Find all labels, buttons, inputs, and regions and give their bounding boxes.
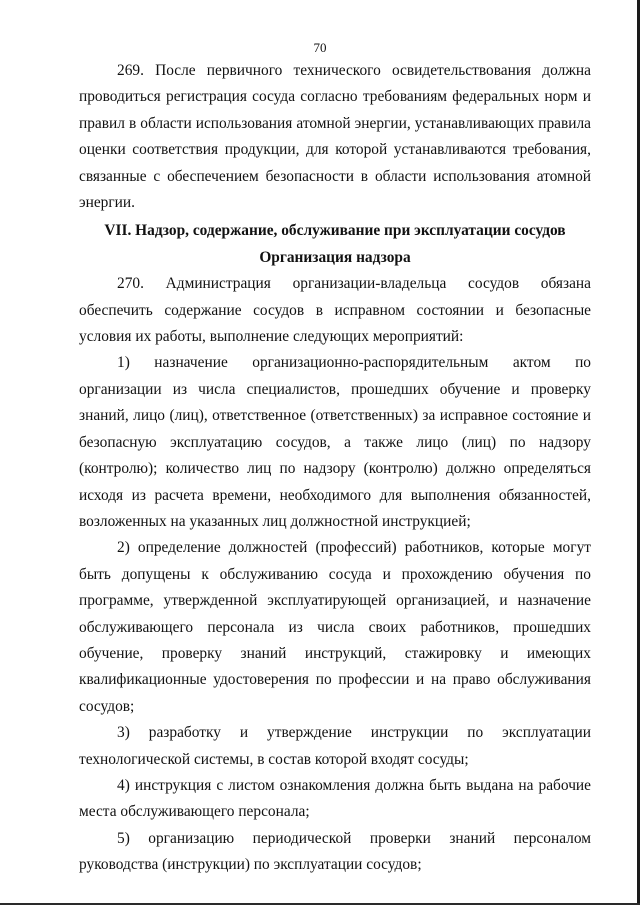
subsection-heading: Организация надзора — [259, 248, 411, 266]
list-item-5: 5) организацию периодической проверки знаний персоналом руководства (инструкции) по эксплуатации сосудов; — [79, 829, 591, 874]
page-number: 70 — [313, 40, 327, 55]
section-heading: VII. Надзор, содержание, обслуживание при эксплуатации сосудов — [104, 222, 566, 240]
page-content — [79, 58, 591, 879]
list-item-4: 4) инструкция с листом ознакомления должна быть выдана на рабочие места обслуживающего персонала; — [79, 776, 591, 821]
list-item-2: 2) определение должностей (профессий) работников, которые могут быть допущены к обслуживанию сосуда и прохождению обучения по программе, утвержденной эксплуатирующей организацией, и назначение обслуживающего персонала из числа своих работников, прошедших обучение, проверку знаний инструкций, стажировку и имеющих квалификационные удостоверения по профессии и на право обслуживания сосудов; — [79, 539, 591, 715]
list-item-3: 3) разработку и утверждение инструкции по эксплуатации технологической системы, в состав которой входят сосуды; — [79, 724, 591, 768]
paragraph-269: 269. После первичного технического освидетельствования должна проводиться регистрация сосуда согласно требованиям федеральных норм и правил в области использования атомной энергии, устанавливающих правила оценки соответствия продукции, для которой устанавливаются требования, связанные с обеспечением безопасности в области использования атомной энергии. — [79, 62, 591, 212]
list-item-1: 1) назначение организационно-распорядительным актом по организации из числа специалистов, прошедших обучение и проверку знаний, лицо (лиц), ответственное (ответственных) за исправное состояние и безопасную эксплуатацию сосудов, а также лицо (лиц) по надзору (контролю); количество лиц по надзору (контролю) должно определяться исходя из расчета времени, необходимого для выполнения обязанностей, возложенных на указанных лиц должностной инструкцией; — [79, 354, 591, 530]
paragraph-270: 270. Администрация организации-владельца сосудов обязана обеспечить содержание сосудов в исправном состоянии и безопасные условия их работы, выполнение следующих мероприятий: — [79, 275, 591, 346]
